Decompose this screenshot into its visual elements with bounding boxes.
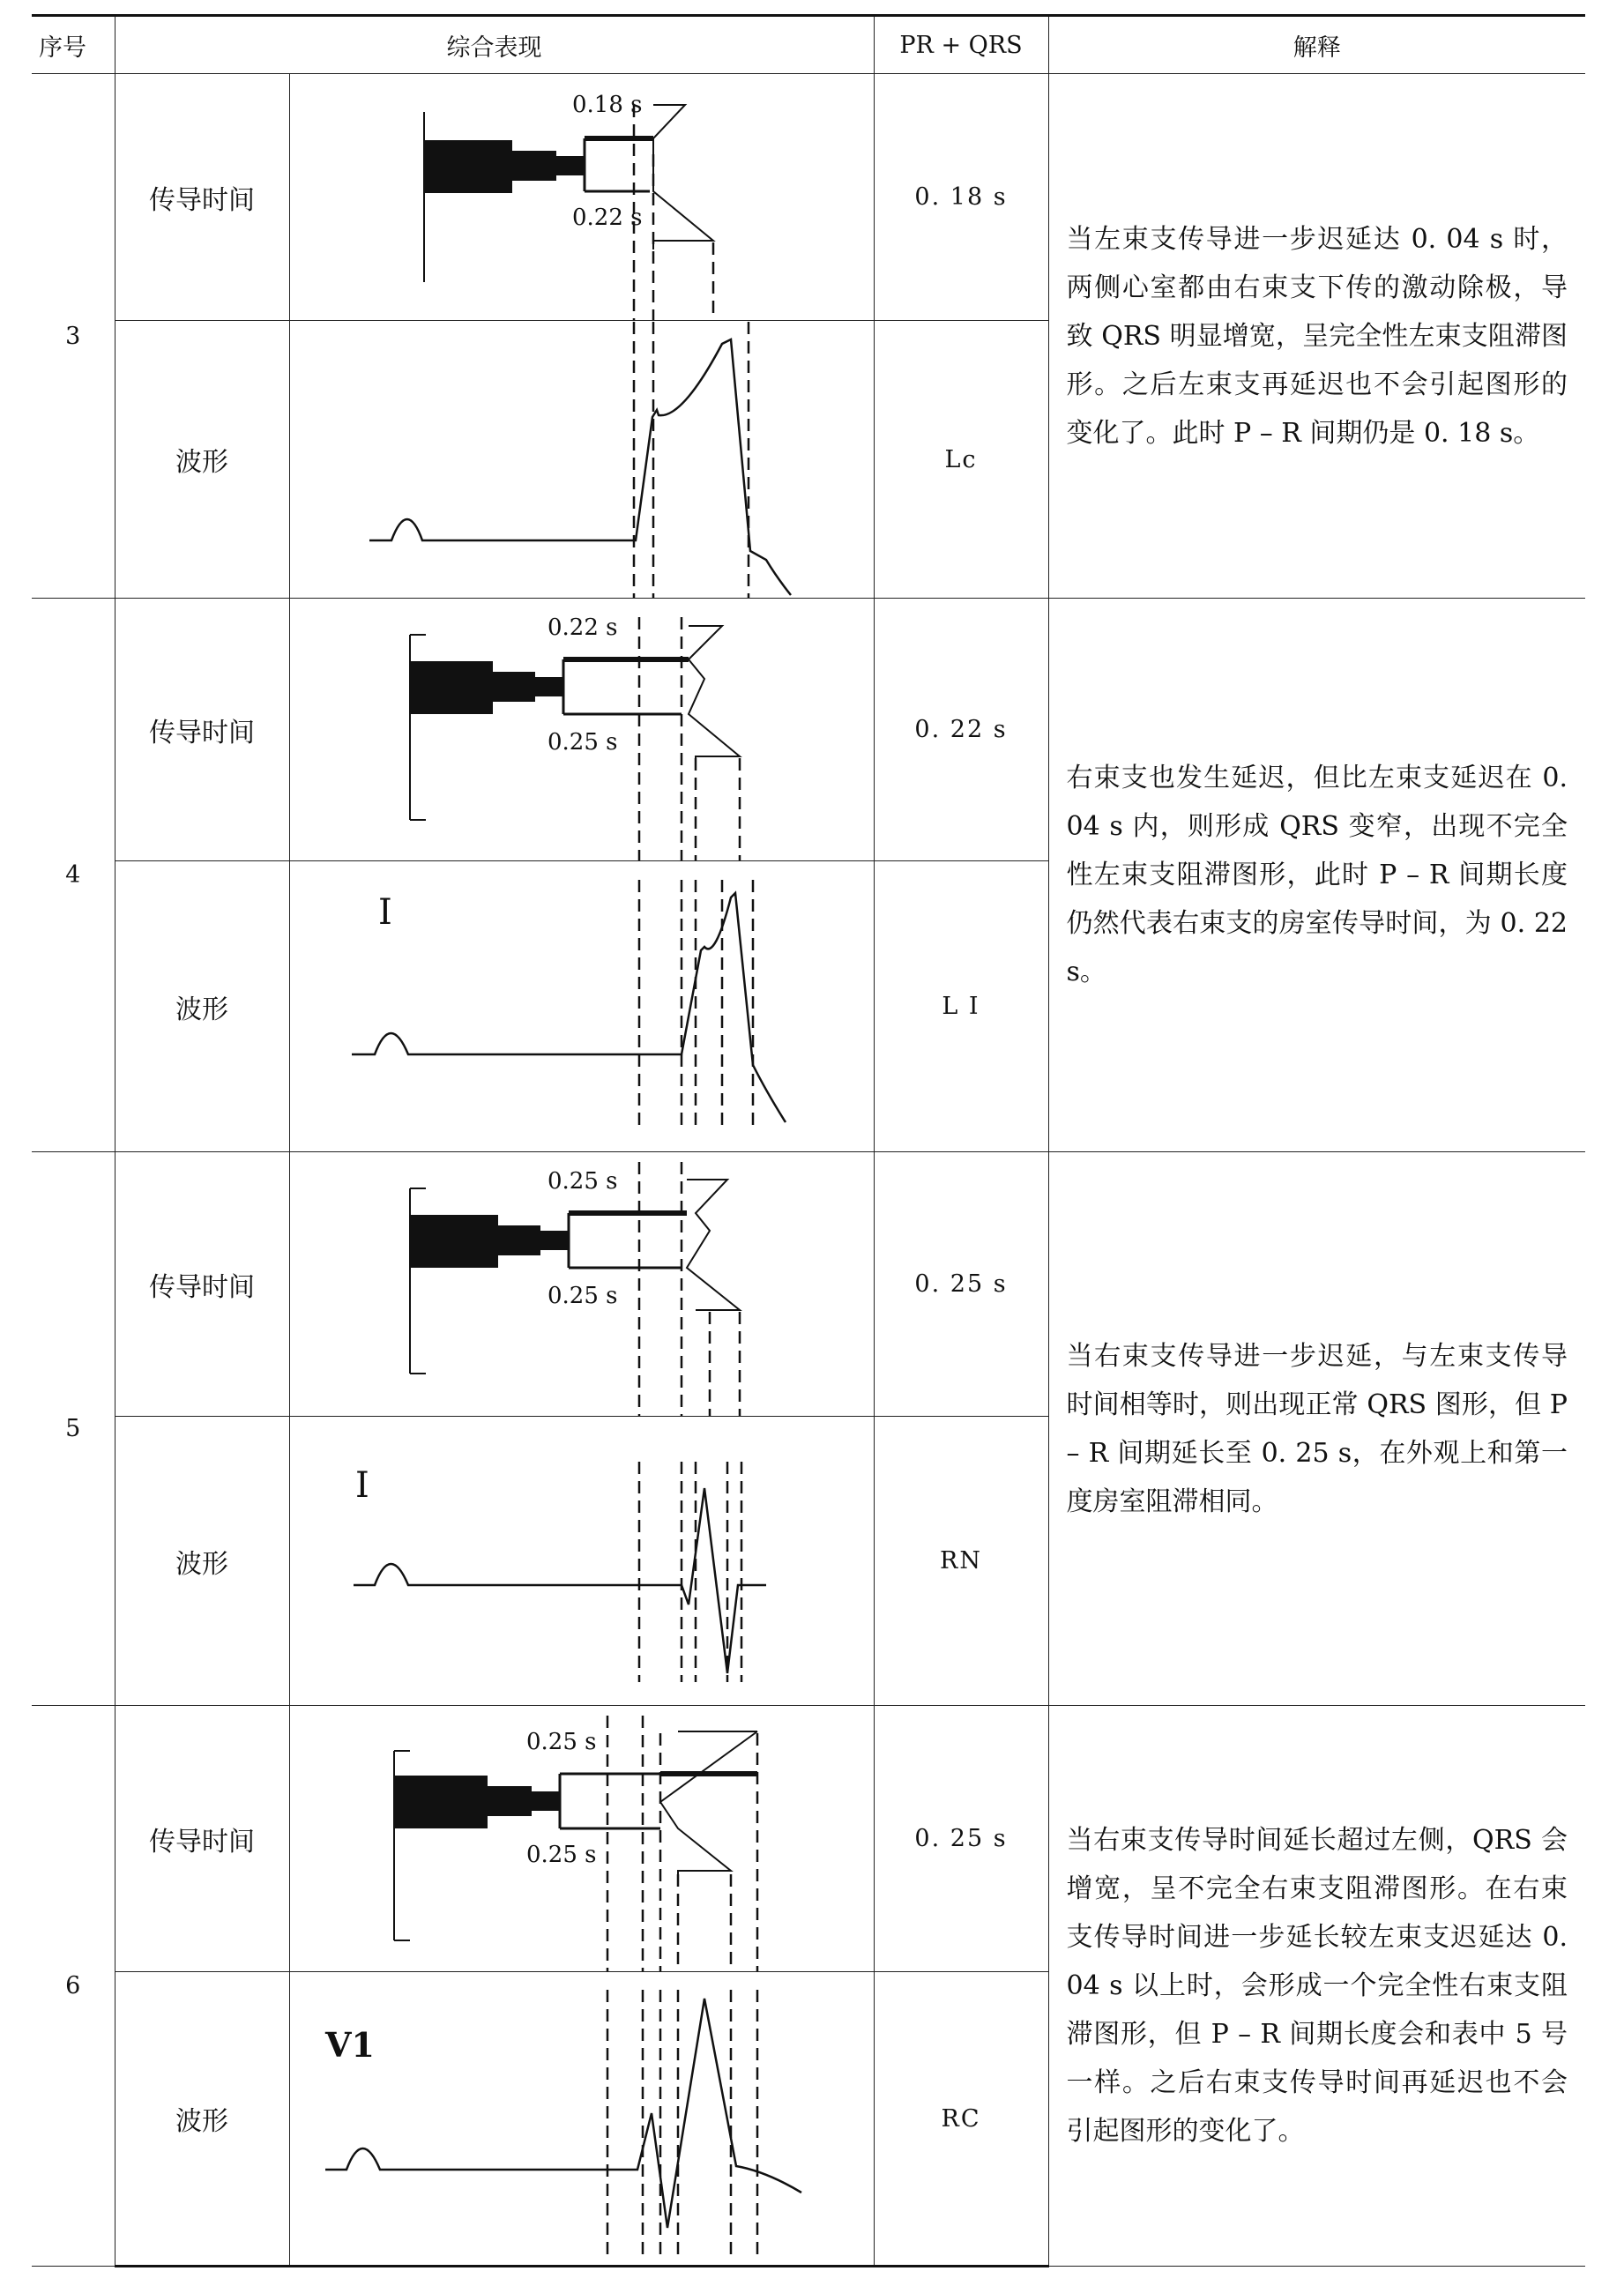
qrs-value: Lc — [874, 321, 1048, 599]
bundle-trunk — [424, 140, 512, 193]
header-pr-qrs: PR + QRS — [874, 16, 1048, 74]
explanation-text: 当右束支传导进一步迟延，与左束支传导时间相等时，则出现正常 QRS 图形，但 P – R 间期延长至 0. 25 s，在外观上和第一度房室阻滞相同。 — [1048, 1152, 1585, 1706]
waveform-diagram — [289, 1417, 874, 1706]
table-row — [32, 74, 1585, 321]
pr-value: 0. 18 s — [874, 74, 1048, 321]
bundle-trunk — [410, 661, 493, 714]
conduction-diagram-svg — [290, 1707, 875, 1971]
conduction-diagram-svg — [290, 1153, 875, 1416]
lead-label: I — [377, 891, 392, 933]
waveform-diagram — [289, 861, 874, 1152]
row-number: 6 — [32, 1706, 115, 2267]
row-label-conduction: 传导时间 — [115, 1706, 289, 1972]
right-bundle-time: 0.25 s — [547, 1167, 617, 1195]
table-row — [32, 1706, 1585, 1972]
qrs-value: RC — [874, 1972, 1048, 2267]
conduction-diagram — [289, 74, 874, 321]
row-label-conduction: 传导时间 — [115, 599, 289, 861]
conduction-diagram — [289, 1152, 874, 1417]
left-bundle-time: 0.25 s — [547, 728, 617, 756]
right-bundle-time: 0.22 s — [547, 614, 617, 641]
conduction-diagram — [289, 599, 874, 861]
waveform-svg — [290, 862, 875, 1151]
lead-label: I — [354, 1464, 369, 1506]
header-summary: 综合表现 — [115, 16, 874, 74]
row-label-wave: 波形 — [115, 1417, 289, 1706]
table-row — [32, 599, 1585, 861]
conduction-table — [32, 14, 1585, 2267]
row-number: 3 — [32, 74, 115, 599]
conduction-diagram-svg — [290, 75, 875, 320]
waveform-diagram — [289, 1972, 874, 2267]
conduction-diagram-svg — [290, 599, 875, 860]
row-label-conduction: 传导时间 — [115, 74, 289, 321]
conduction-diagram — [289, 1706, 874, 1972]
waveform-diagram — [289, 321, 874, 599]
right-bundle-time: 0.25 s — [525, 1728, 596, 1755]
row-label-wave: 波形 — [115, 1972, 289, 2267]
bundle-trunk — [394, 1776, 488, 1828]
table-row — [32, 1152, 1585, 1417]
left-bundle-time: 0.22 s — [571, 204, 642, 231]
row-number: 5 — [32, 1152, 115, 1706]
waveform-svg — [290, 1418, 875, 1705]
left-bundle-time: 0.25 s — [525, 1841, 596, 1868]
pr-value: 0. 25 s — [874, 1152, 1048, 1417]
row-label-wave: 波形 — [115, 321, 289, 599]
explanation-text: 当右束支传导时间延长超过左侧，QRS 会增宽，呈不完全右束支阻滞图形。在右束支传导时间进一步延长较左束支迟延达 0. 04 s 以上时，会形成一个完全性右束支阻滞图形，但 P – R 间期长度会和表中 5 号一样。之后右束支传导时间再延迟也不会引起图形的变化了。 — [1048, 1706, 1585, 2267]
bundle-trunk — [410, 1215, 498, 1268]
qrs-value: RN — [874, 1417, 1048, 1706]
table-header-row — [32, 16, 1585, 74]
header-explanation: 解释 — [1048, 16, 1585, 74]
right-bundle-time: 0.18 s — [571, 91, 642, 118]
explanation-text: 右束支也发生延迟，但比左束支延迟在 0. 04 s 内，则形成 QRS 变窄，出现不完全性左束支阻滞图形，此时 P – R 间期长度仍然代表右束支的房室传导时间，为 0. 22 s。 — [1048, 599, 1585, 1152]
pr-value: 0. 22 s — [874, 599, 1048, 861]
left-bundle-time: 0.25 s — [547, 1282, 617, 1309]
waveform-svg — [290, 322, 875, 598]
row-label-wave: 波形 — [115, 861, 289, 1152]
pr-value: 0. 25 s — [874, 1706, 1048, 1972]
qrs-value: L Ⅰ — [874, 861, 1048, 1152]
row-number: 4 — [32, 599, 115, 1152]
explanation-text: 当左束支传导进一步迟延达 0. 04 s 时，两侧心室都由右束支下传的激动除极，导致 QRS 明显增宽，呈完全性左束支阻滞图形。之后左束支再延迟也不会引起图形的变化了。此时 P – R 间期仍是 0. 18 s。 — [1048, 74, 1585, 599]
waveform-svg — [290, 1972, 875, 2265]
row-label-conduction: 传导时间 — [115, 1152, 289, 1417]
lead-label: V1 — [324, 2025, 375, 2065]
header-number: 序号 — [32, 16, 115, 74]
